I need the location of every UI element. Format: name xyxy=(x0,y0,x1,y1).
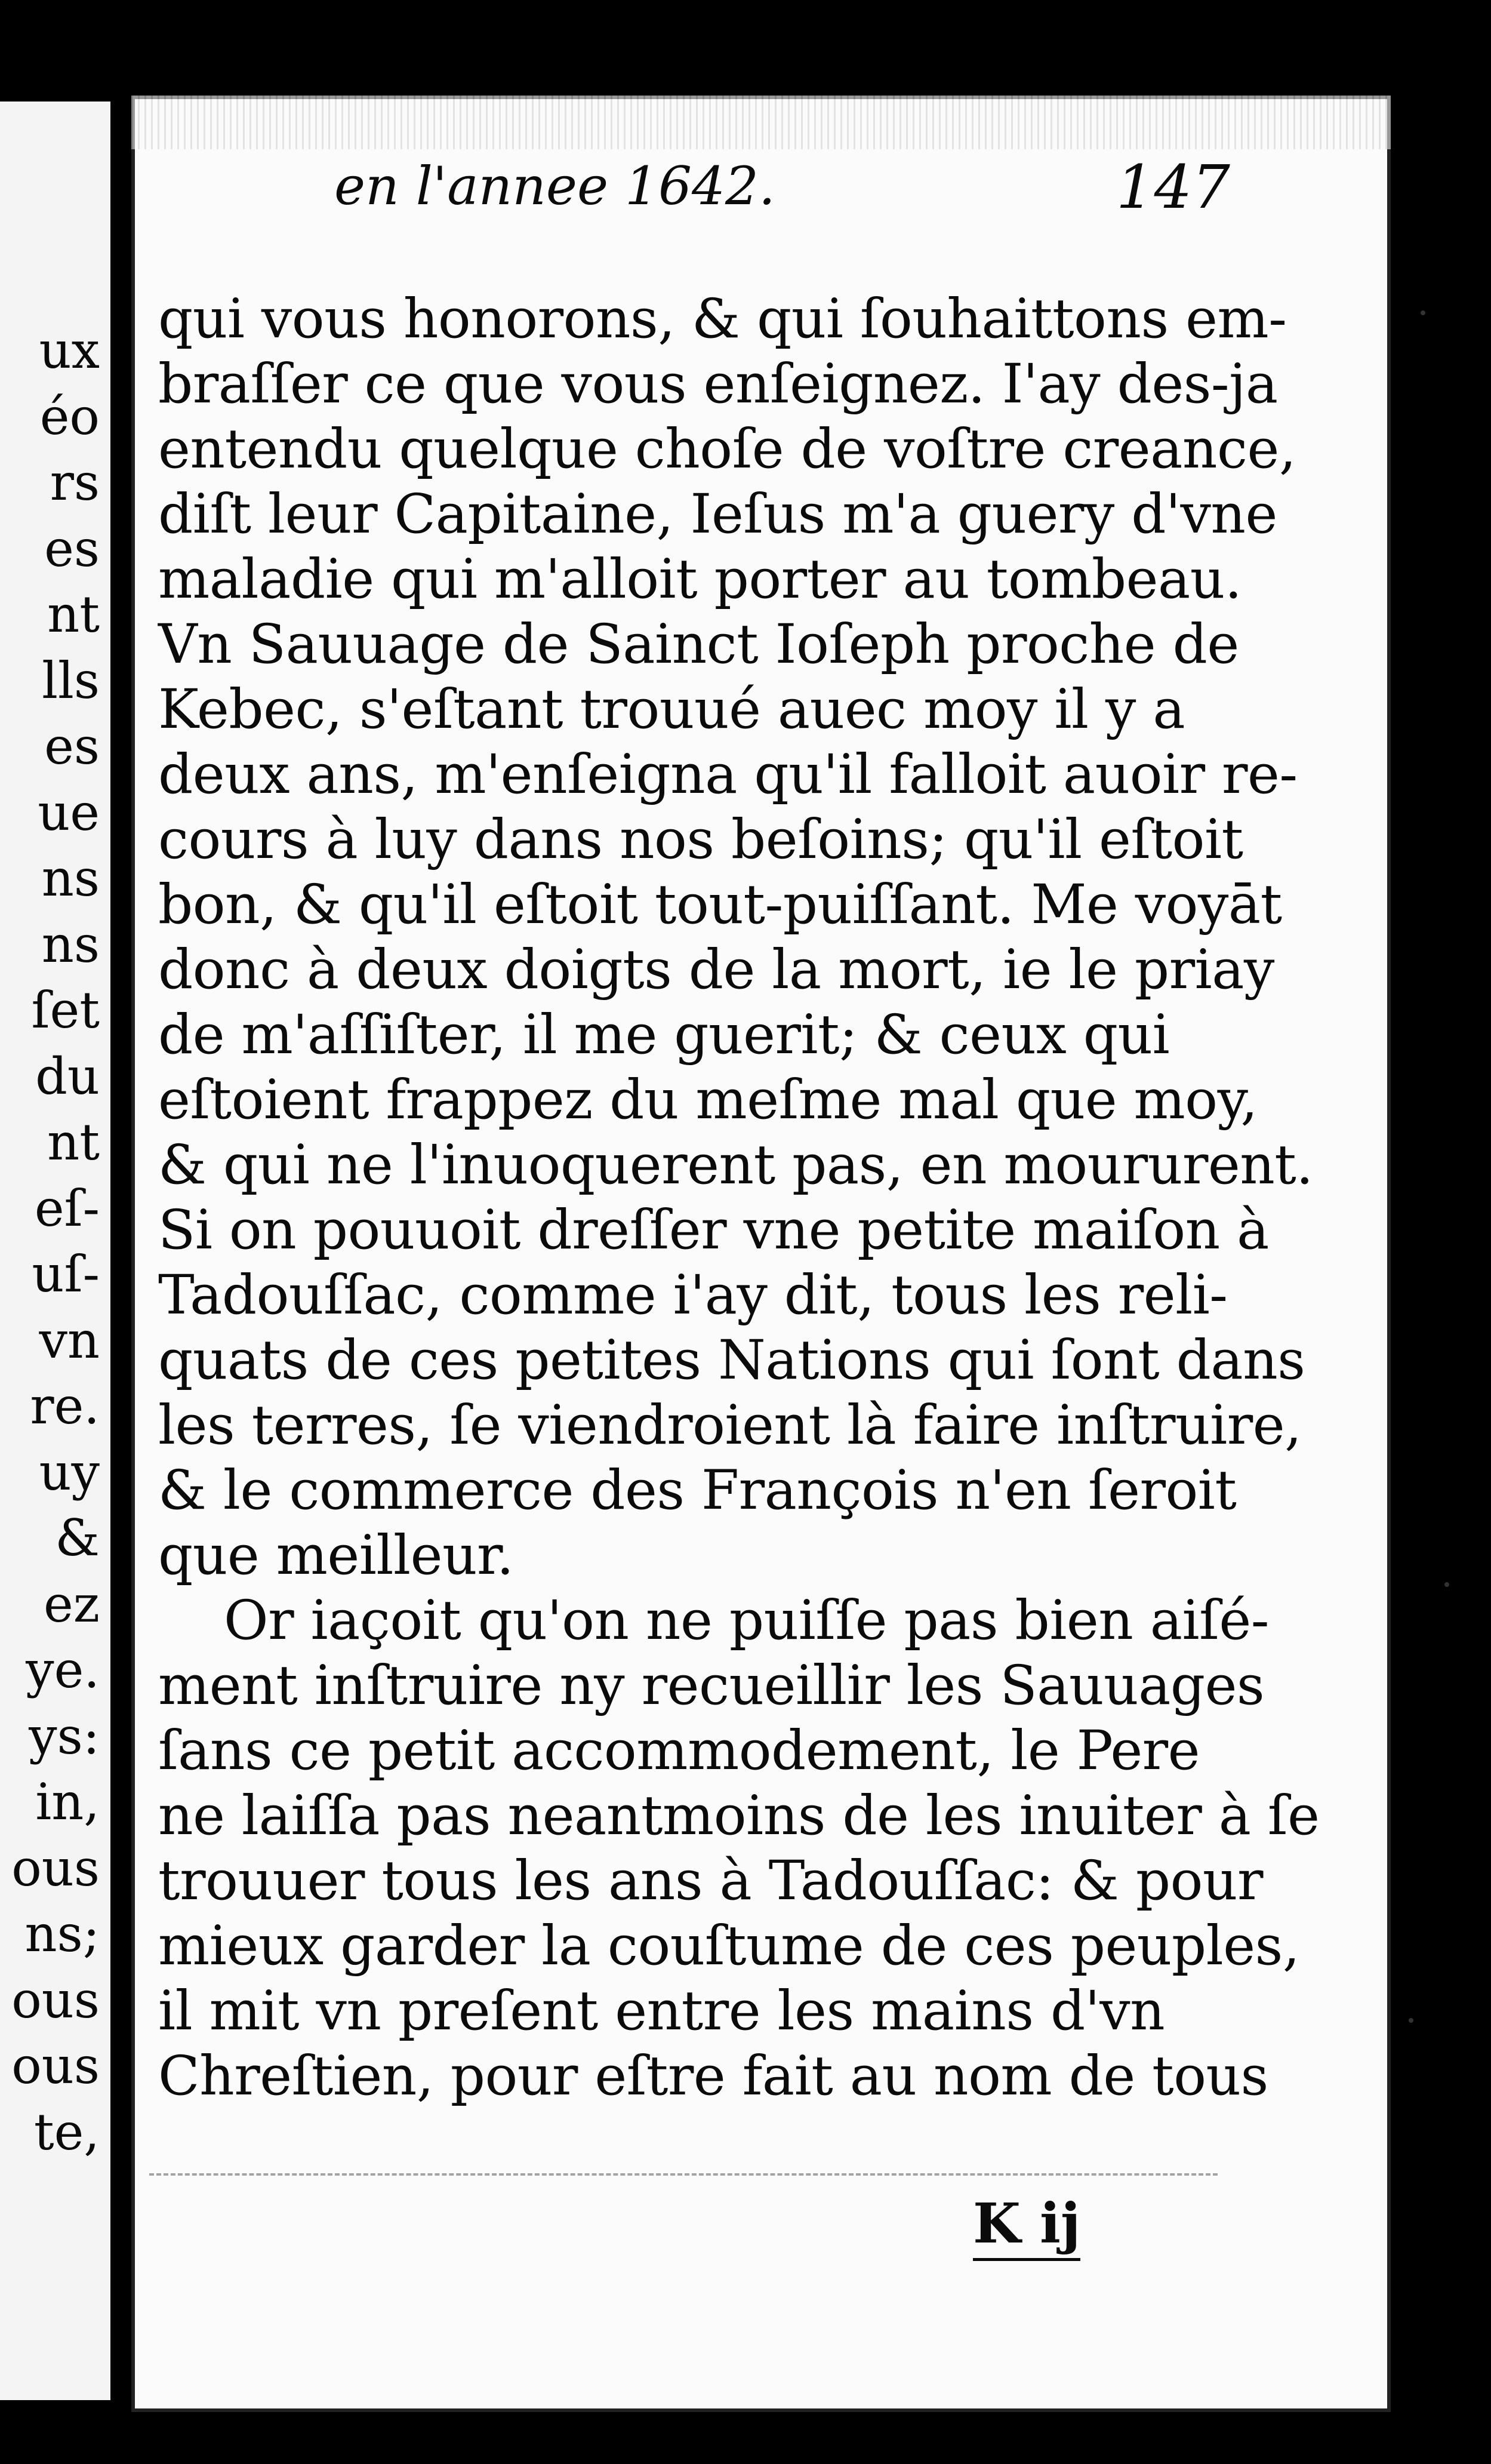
text-line: cours à luy dans nos beſoins; qu'il eſtoit xyxy=(158,808,1243,871)
ink-speck xyxy=(1409,2018,1413,2023)
prev-page-line: & xyxy=(55,1509,100,1567)
running-head: en l'annee 1642. xyxy=(334,155,775,217)
signature-mark: K ij xyxy=(973,2191,1080,2261)
text-line: ne laiſſa pas neantmoins de les inuiter à ſe xyxy=(158,1785,1320,1847)
prev-page-line: ye. xyxy=(26,1641,100,1699)
ink-speck xyxy=(1421,310,1425,315)
text-line: de m'aſſiſter, il me guerit; & ceux qui xyxy=(158,1004,1170,1066)
ink-speck xyxy=(1444,1582,1449,1587)
prev-page-line: ſet xyxy=(31,981,100,1039)
prev-page-line: ns; xyxy=(24,1905,100,1963)
previous-page-fragment xyxy=(0,101,110,2400)
text-line: Or iaçoit qu'on ne puiſſe pas bien aiſé- xyxy=(224,1589,1269,1652)
text-line: entendu quelque choſe de voſtre creance, xyxy=(158,418,1296,481)
text-line: eſtoient frappez du meſme mal que moy, xyxy=(158,1069,1258,1131)
prev-page-line: ns xyxy=(41,915,100,974)
text-line: maladie qui m'alloit porter au tombeau. xyxy=(158,548,1242,611)
prev-page-line: ous xyxy=(11,2037,100,2095)
text-line: & qui ne l'inuoquerent pas, en moururent. xyxy=(158,1134,1313,1196)
text-line: Vn Sauuage de Sainct Ioſeph proche de xyxy=(158,613,1239,676)
bottom-rule xyxy=(149,2173,1218,2176)
prev-page-line: ue xyxy=(38,783,100,842)
prev-page-line: es xyxy=(44,717,100,776)
prev-page-line: éo xyxy=(39,387,100,446)
prev-page-line: ez xyxy=(44,1574,100,1634)
prev-page-line: eſ- xyxy=(34,1179,100,1238)
text-line: les terres, ſe viendroient là faire inſtruire, xyxy=(158,1394,1302,1457)
text-line: qui vous honorons, & qui ſouhaittons em- xyxy=(158,288,1287,350)
prev-page-line: ous xyxy=(11,1838,100,1897)
text-line: ſans ce petit accommodement, le Pere xyxy=(158,1719,1200,1782)
body-text xyxy=(158,287,1320,2109)
text-line: diſt leur Capitaine, Ieſus m'a guery d'vne xyxy=(158,483,1277,546)
text-line: braſſer ce que vous enſeignez. I'ay des-ja xyxy=(158,353,1278,416)
text-line: bon, & qu'il eſtoit tout-puiſſant. Me voyāt xyxy=(158,873,1282,936)
prev-page-line: re. xyxy=(30,1377,100,1435)
text-line: & le commerce des François n'en ſeroit xyxy=(158,1459,1237,1522)
text-line: mieux garder la couſtume de ces peuples, xyxy=(158,1915,1300,1977)
prev-page-line: ous xyxy=(11,1970,100,2029)
prev-page-line: ns xyxy=(41,849,100,908)
text-line: trouuer tous les ans à Tadouſſac: & pour xyxy=(158,1850,1263,1912)
text-line: Kebec, s'eſtant trouué auec moy il y a xyxy=(158,678,1185,741)
prev-page-line: ux xyxy=(39,321,100,380)
prev-page-line: vn xyxy=(39,1311,100,1370)
text-line: ment inſtruire ny recueillir les Sauuages xyxy=(158,1654,1265,1717)
text-line: il mit vn preſent entre les mains d'vn xyxy=(158,1980,1165,2042)
prev-page-line: du xyxy=(35,1047,100,1106)
prev-page-line: rs xyxy=(50,453,100,512)
text-line: que meilleur. xyxy=(158,1524,514,1587)
prev-page-line: es xyxy=(44,519,100,578)
prev-page-line: nt xyxy=(47,1113,100,1171)
prev-page-line: uſ- xyxy=(32,1245,100,1303)
text-line: deux ans, m'enſeigna qu'il falloit auoir re- xyxy=(158,743,1298,806)
prev-page-line: nt xyxy=(47,585,100,644)
book-page xyxy=(131,96,1391,2412)
text-line: Si on pouuoit dreſſer vne petite maiſon à xyxy=(158,1199,1269,1262)
prev-page-line: lls xyxy=(42,651,100,710)
prev-page-line: ys: xyxy=(29,1706,100,1765)
prev-page-line: in, xyxy=(35,1773,100,1831)
page-number: 147 xyxy=(1116,152,1230,222)
text-line: donc à deux doigts de la mort, ie le priay xyxy=(158,939,1274,1001)
text-line: Chreſtien, pour eſtre fait au nom de tous xyxy=(158,2045,1268,2108)
text-line: quats de ces petites Nations qui ſont dans xyxy=(158,1329,1305,1392)
prev-page-line: uy xyxy=(39,1442,100,1502)
text-line: Tadouſſac, comme i'ay dit, tous les reli- xyxy=(158,1264,1228,1327)
prev-page-line: te, xyxy=(33,2102,100,2161)
